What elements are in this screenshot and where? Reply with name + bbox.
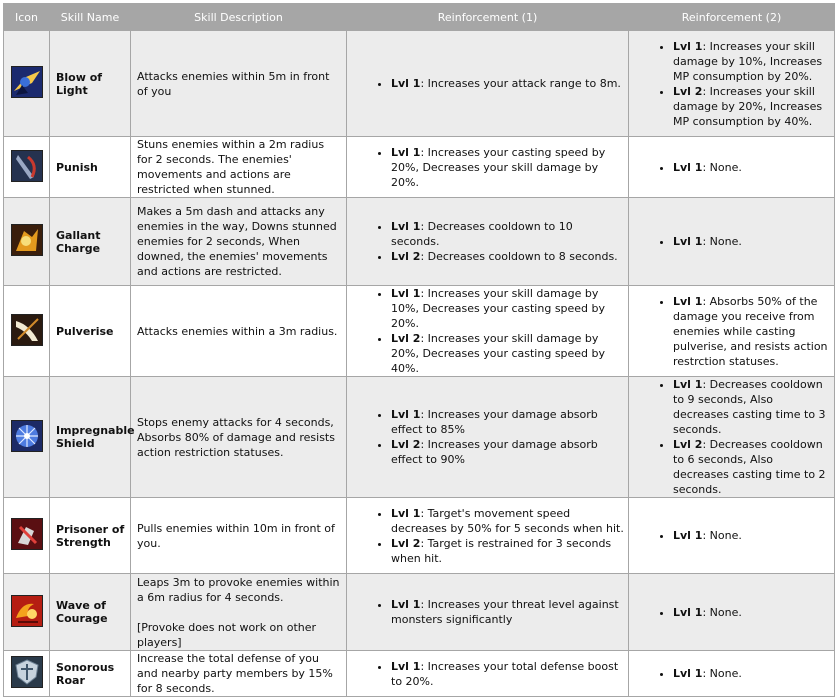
reinforcement-1 xyxy=(347,31,629,137)
level-label: Lvl 1 xyxy=(391,408,421,421)
skill-name: Gallant Charge xyxy=(50,198,131,286)
level-text: : Increases your skill damage by 20%, Decreases your casting speed by 40%. xyxy=(391,332,606,375)
table-row xyxy=(4,31,835,137)
list-item xyxy=(673,234,830,249)
table-row xyxy=(4,377,835,498)
level-text: : Decreases cooldown to 6 seconds, Also decreases casting time to 2 seconds. xyxy=(673,438,826,496)
reinforcement-1 xyxy=(347,377,629,498)
skill-name: Punish xyxy=(50,137,131,198)
list-item xyxy=(391,145,624,190)
reinforcement-2 xyxy=(629,498,835,574)
skill-description: Pulls enemies within 10m in front of you. xyxy=(131,498,347,574)
level-label: Lvl 2 xyxy=(673,438,703,451)
level-text: : Decreases cooldown to 9 seconds, Also decreases casting time to 3 seconds. xyxy=(673,378,826,436)
level-label: Lvl 1 xyxy=(391,287,421,300)
table-row xyxy=(4,574,835,651)
level-text: : None. xyxy=(702,667,742,680)
list-item xyxy=(391,286,624,331)
level-text: : None. xyxy=(702,605,742,619)
skill-name: Blow of Light xyxy=(50,31,131,137)
level-text: : Increases your attack range to 8m. xyxy=(420,77,621,90)
list-item xyxy=(673,437,830,497)
list-item xyxy=(673,39,830,84)
level-label: Lvl 2 xyxy=(391,438,421,451)
level-label: Lvl 1 xyxy=(673,605,703,619)
prisoner-of-strength-icon xyxy=(11,518,43,550)
level-text: : Increases your damage absorb effect to 90% xyxy=(391,438,598,466)
level-label: Lvl 1 xyxy=(391,77,421,90)
level-text: : Target is restrained for 3 seconds when hit. xyxy=(391,536,612,565)
level-label: Lvl 1 xyxy=(673,294,703,308)
level-text: : Decreases cooldown to 10 seconds. xyxy=(391,220,573,248)
level-label: Lvl 2 xyxy=(391,536,421,550)
level-label: Lvl 1 xyxy=(673,160,703,174)
skill-name: Wave of Courage xyxy=(50,574,131,651)
table-row xyxy=(4,137,835,198)
list-item xyxy=(391,437,624,467)
table-row xyxy=(4,286,835,377)
reinforcement-1 xyxy=(347,498,629,574)
skill-name: Prisoner of Strength xyxy=(50,498,131,574)
list-item xyxy=(673,160,830,175)
level-text: : None. xyxy=(702,235,742,248)
level-text: : Decreases cooldown to 8 seconds. xyxy=(420,250,618,263)
skill-description: Stuns enemies within a 2m radius for 2 seconds. The enemies' movements and actions are restricted when stunned. xyxy=(131,137,347,198)
level-text: : Absorbs 50% of the damage you receive from enemies while casting pulverise, and resists action restrction statuses. xyxy=(673,294,828,368)
level-label: Lvl 1 xyxy=(391,145,421,159)
skill-name: Impregnable Shield xyxy=(50,377,131,498)
header-reinforcement-2: Reinforcement (2) xyxy=(629,4,835,31)
level-text: : None. xyxy=(702,160,742,174)
list-item xyxy=(673,377,830,437)
level-label: Lvl 2 xyxy=(673,84,703,98)
level-label: Lvl 2 xyxy=(391,332,421,345)
list-item xyxy=(391,331,624,376)
table-row xyxy=(4,651,835,697)
list-item xyxy=(391,219,624,249)
reinforcement-1 xyxy=(347,137,629,198)
header-row xyxy=(4,4,835,31)
level-label: Lvl 1 xyxy=(673,378,703,391)
skill-description: Increase the total defense of you and nearby party members by 15% for 8 seconds. xyxy=(131,651,347,697)
level-text: : Target's movement speed decreases by 50% for 5 seconds when hit. xyxy=(391,506,624,535)
level-label: Lvl 1 xyxy=(673,667,703,680)
list-item xyxy=(391,506,624,536)
level-text: : Increases your threat level against monsters significantly xyxy=(391,598,619,626)
level-text: : Increases your skill damage by 20%, Increases MP consumption by 40%. xyxy=(673,84,823,128)
level-text: : Increases your skill damage by 10%, Decreases your casting speed by 20%. xyxy=(391,287,606,330)
reinforcement-1 xyxy=(347,651,629,697)
level-label: Lvl 1 xyxy=(391,659,421,673)
list-item xyxy=(673,84,830,129)
list-item xyxy=(391,536,624,566)
pulverise-icon xyxy=(11,314,43,346)
table-row xyxy=(4,498,835,574)
list-item xyxy=(391,407,624,437)
skill-description: Attacks enemies within a 3m radius. xyxy=(131,286,347,377)
level-label: Lvl 1 xyxy=(673,235,703,248)
reinforcement-2 xyxy=(629,137,835,198)
list-item xyxy=(673,528,830,543)
impregnable-shield-icon xyxy=(11,420,43,452)
header-icon: Icon xyxy=(4,4,50,31)
list-item xyxy=(673,666,830,681)
reinforcement-2 xyxy=(629,198,835,286)
level-label: Lvl 1 xyxy=(673,39,703,53)
reinforcement-2 xyxy=(629,574,835,651)
list-item xyxy=(391,249,624,264)
level-text: : Increases your damage absorb effect to 85% xyxy=(391,408,598,436)
skills-table xyxy=(3,3,835,697)
header-reinforcement-1: Reinforcement (1) xyxy=(347,4,629,31)
wave-of-courage-icon xyxy=(11,595,43,627)
level-text: : Increases your skill damage by 10%, Increases MP consumption by 20%. xyxy=(673,39,823,83)
list-item xyxy=(391,76,624,91)
reinforcement-2 xyxy=(629,651,835,697)
list-item xyxy=(391,659,624,689)
gallant-charge-icon xyxy=(11,224,43,256)
header-skill-description: Skill Description xyxy=(131,4,347,31)
header-skill-name: Skill Name xyxy=(50,4,131,31)
punish-icon xyxy=(11,150,43,182)
list-item xyxy=(391,597,624,627)
level-label: Lvl 1 xyxy=(391,598,421,611)
skill-description: Stops enemy attacks for 4 seconds, Absorbs 80% of damage and resists action restriction statuses. xyxy=(131,377,347,498)
table-row xyxy=(4,198,835,286)
list-item xyxy=(673,294,830,369)
level-label: Lvl 1 xyxy=(673,529,703,542)
list-item xyxy=(673,605,830,620)
skill-name: Sonorous Roar xyxy=(50,651,131,697)
sonorous-roar-icon xyxy=(11,656,43,688)
level-label: Lvl 2 xyxy=(391,250,421,263)
reinforcement-1 xyxy=(347,574,629,651)
skill-name: Pulverise xyxy=(50,286,131,377)
level-text: : Increases your total defense boost to 20%. xyxy=(391,659,619,688)
reinforcement-2 xyxy=(629,377,835,498)
skill-description: Attacks enemies within 5m in front of you xyxy=(131,31,347,137)
level-label: Lvl 1 xyxy=(391,220,421,233)
reinforcement-2 xyxy=(629,286,835,377)
skill-description xyxy=(131,574,347,651)
blow-of-light-icon xyxy=(11,66,43,98)
skill-description-text: Leaps 3m to provoke enemies within a 6m radius for 4 seconds. xyxy=(137,575,340,604)
skill-description: Makes a 5m dash and attacks any enemies in the way, Downs stunned enemies for 2 seconds, When downed, the enemies' movements and actions are restricted. xyxy=(131,198,347,286)
reinforcement-2 xyxy=(629,31,835,137)
skill-description-note: [Provoke does not work on other players] xyxy=(137,620,317,649)
level-text: : Increases your casting speed by 20%, Decreases your skill damage by 20%. xyxy=(391,145,606,189)
level-text: : None. xyxy=(702,529,742,542)
reinforcement-1 xyxy=(347,286,629,377)
reinforcement-1 xyxy=(347,198,629,286)
level-label: Lvl 1 xyxy=(391,506,421,520)
